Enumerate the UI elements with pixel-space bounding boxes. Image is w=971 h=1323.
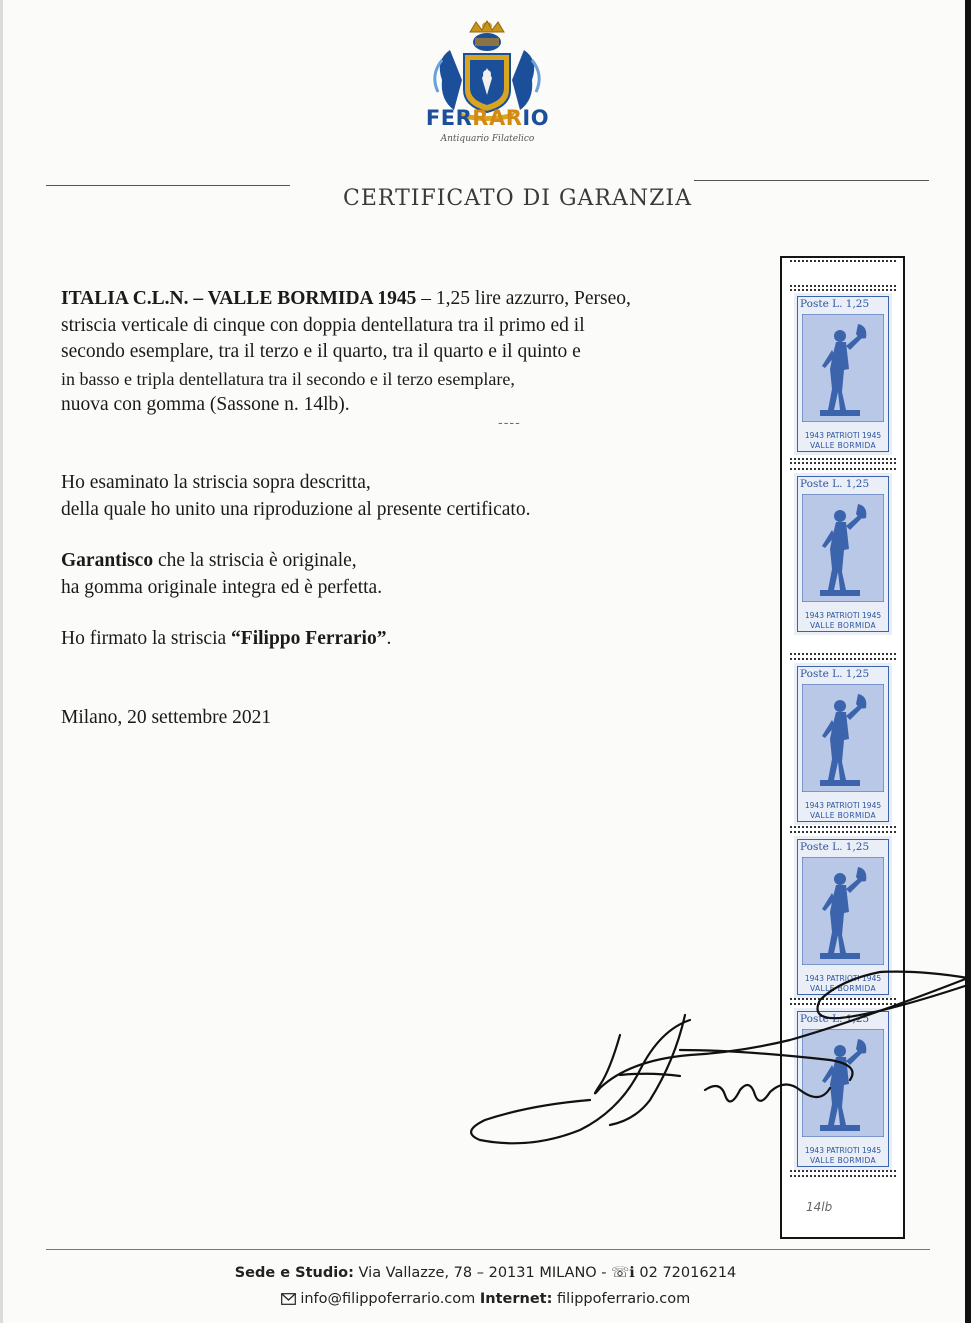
stamp-years-label: 1943 PATRIOTI 1945 (804, 801, 882, 810)
guarantee-rest: che la striscia è originale, (153, 550, 357, 571)
signed-suffix: . (386, 628, 392, 649)
examined-paragraph (61, 469, 761, 523)
stamp-region-label: VALLE BORMIDA (809, 1156, 877, 1165)
perforation-line (790, 653, 896, 655)
perforation-line (790, 658, 896, 660)
stamp-region-label: VALLE BORMIDA (809, 984, 877, 993)
perforation-line (790, 458, 896, 460)
guarantee-paragraph (61, 547, 761, 601)
footer-contact-line (0, 1291, 971, 1307)
signed-paragraph (61, 625, 761, 652)
perseus-figure-icon (802, 857, 884, 965)
certificate-title: CERTIFICATO DI GARANZIA (343, 186, 692, 211)
perseus-figure-icon (802, 494, 884, 602)
signed-prefix: Ho firmato la striscia (61, 628, 232, 649)
stamp-years-label: 1943 PATRIOTI 1945 (804, 974, 882, 983)
office-address: Via Vallazze, 78 – 20131 MILANO - ☏ℹ 02 72016214 (353, 1265, 737, 1281)
stamp-value-label: Poste L. 1,25 (800, 841, 870, 853)
stamp-region-label: VALLE BORMIDA (809, 811, 877, 820)
stamp (794, 663, 892, 825)
brand-part1: FER (425, 106, 473, 130)
footer-address-line (0, 1265, 971, 1281)
brand-part2: RAR (472, 106, 523, 130)
website-link[interactable]: filippoferrario.com (552, 1291, 691, 1307)
signed-name: “Filippo Ferrario” (231, 628, 387, 649)
stamp-value-label: Poste L. 1,25 (800, 668, 870, 680)
perforation-line (790, 289, 896, 291)
perforation-line (790, 831, 896, 833)
stamp (794, 293, 892, 455)
stamp-value-label: Poste L. 1,25 (800, 1013, 870, 1025)
perforation-line (790, 285, 896, 287)
perseus-figure-icon (802, 684, 884, 792)
perforation-line (790, 260, 896, 262)
guarantee-line-2: ha gomma originale integra ed è perfetta. (61, 577, 383, 598)
description-heading: ITALIA C.L.N. – VALLE BORMIDA 1945 (61, 288, 417, 309)
perforation-line (790, 468, 896, 470)
description-line-4: in basso e tripla dentellatura tra il secondo e il terzo esemplare, (61, 368, 515, 389)
perforation-line (790, 826, 896, 828)
stamp-years-label: 1943 PATRIOTI 1945 (804, 1146, 882, 1155)
examined-line-1: Ho esaminato la striscia sopra descritta, (61, 472, 371, 493)
title-rule-left (46, 185, 290, 186)
mail-icon (281, 1293, 296, 1305)
description-line-2: striscia verticale di cinque con doppia dentellatura tra il primo ed il (61, 314, 585, 336)
title-rule-right (694, 180, 929, 181)
description-line-1 (61, 286, 761, 313)
examined-line-2: della quale ho unito una riproduzione al presente certificato. (61, 499, 531, 520)
brand-tagline: Antiquario Filatelico (440, 134, 535, 144)
place-date: Milano, 20 settembre 2021 (61, 707, 272, 728)
perforation-line (790, 462, 896, 464)
brand-name (420, 106, 555, 130)
handwritten-signature (440, 960, 971, 1180)
perseus-figure-icon (802, 314, 884, 422)
description-line-3: secondo esemplare, tra il terzo e il quarto, tra il quarto e il quinto e (61, 341, 581, 362)
description-line1-rest: – 1,25 lire azzurro, Perseo, (416, 288, 631, 309)
stamp-value-label: Poste L. 1,25 (800, 298, 870, 310)
footer-rule (46, 1249, 930, 1250)
stamp-years-label: 1943 PATRIOTI 1945 (804, 431, 882, 440)
contact-email[interactable]: info@filippoferrario.com (295, 1291, 480, 1307)
stamp-region-label: VALLE BORMIDA (809, 621, 877, 630)
office-label: Sede e Studio: (234, 1265, 354, 1281)
stamp-years-label: 1943 PATRIOTI 1945 (804, 611, 882, 620)
guarantee-bold: Garantisco (61, 550, 154, 571)
separator-dashes: ---- (498, 416, 521, 431)
stamp-value-label: Poste L. 1,25 (800, 478, 870, 490)
description-line-5: nuova con gomma (Sassone n. 14lb). (61, 394, 350, 415)
stamp (794, 473, 892, 635)
guarantee-line-1 (61, 547, 761, 574)
page-edge-left (0, 0, 3, 1323)
stamp-description (61, 286, 761, 419)
strip-handwritten-note: 14lb (806, 1200, 833, 1214)
stamp-region-label: VALLE BORMIDA (809, 441, 877, 450)
brand-part3: IO (522, 106, 550, 130)
internet-label: Internet: (479, 1291, 553, 1307)
